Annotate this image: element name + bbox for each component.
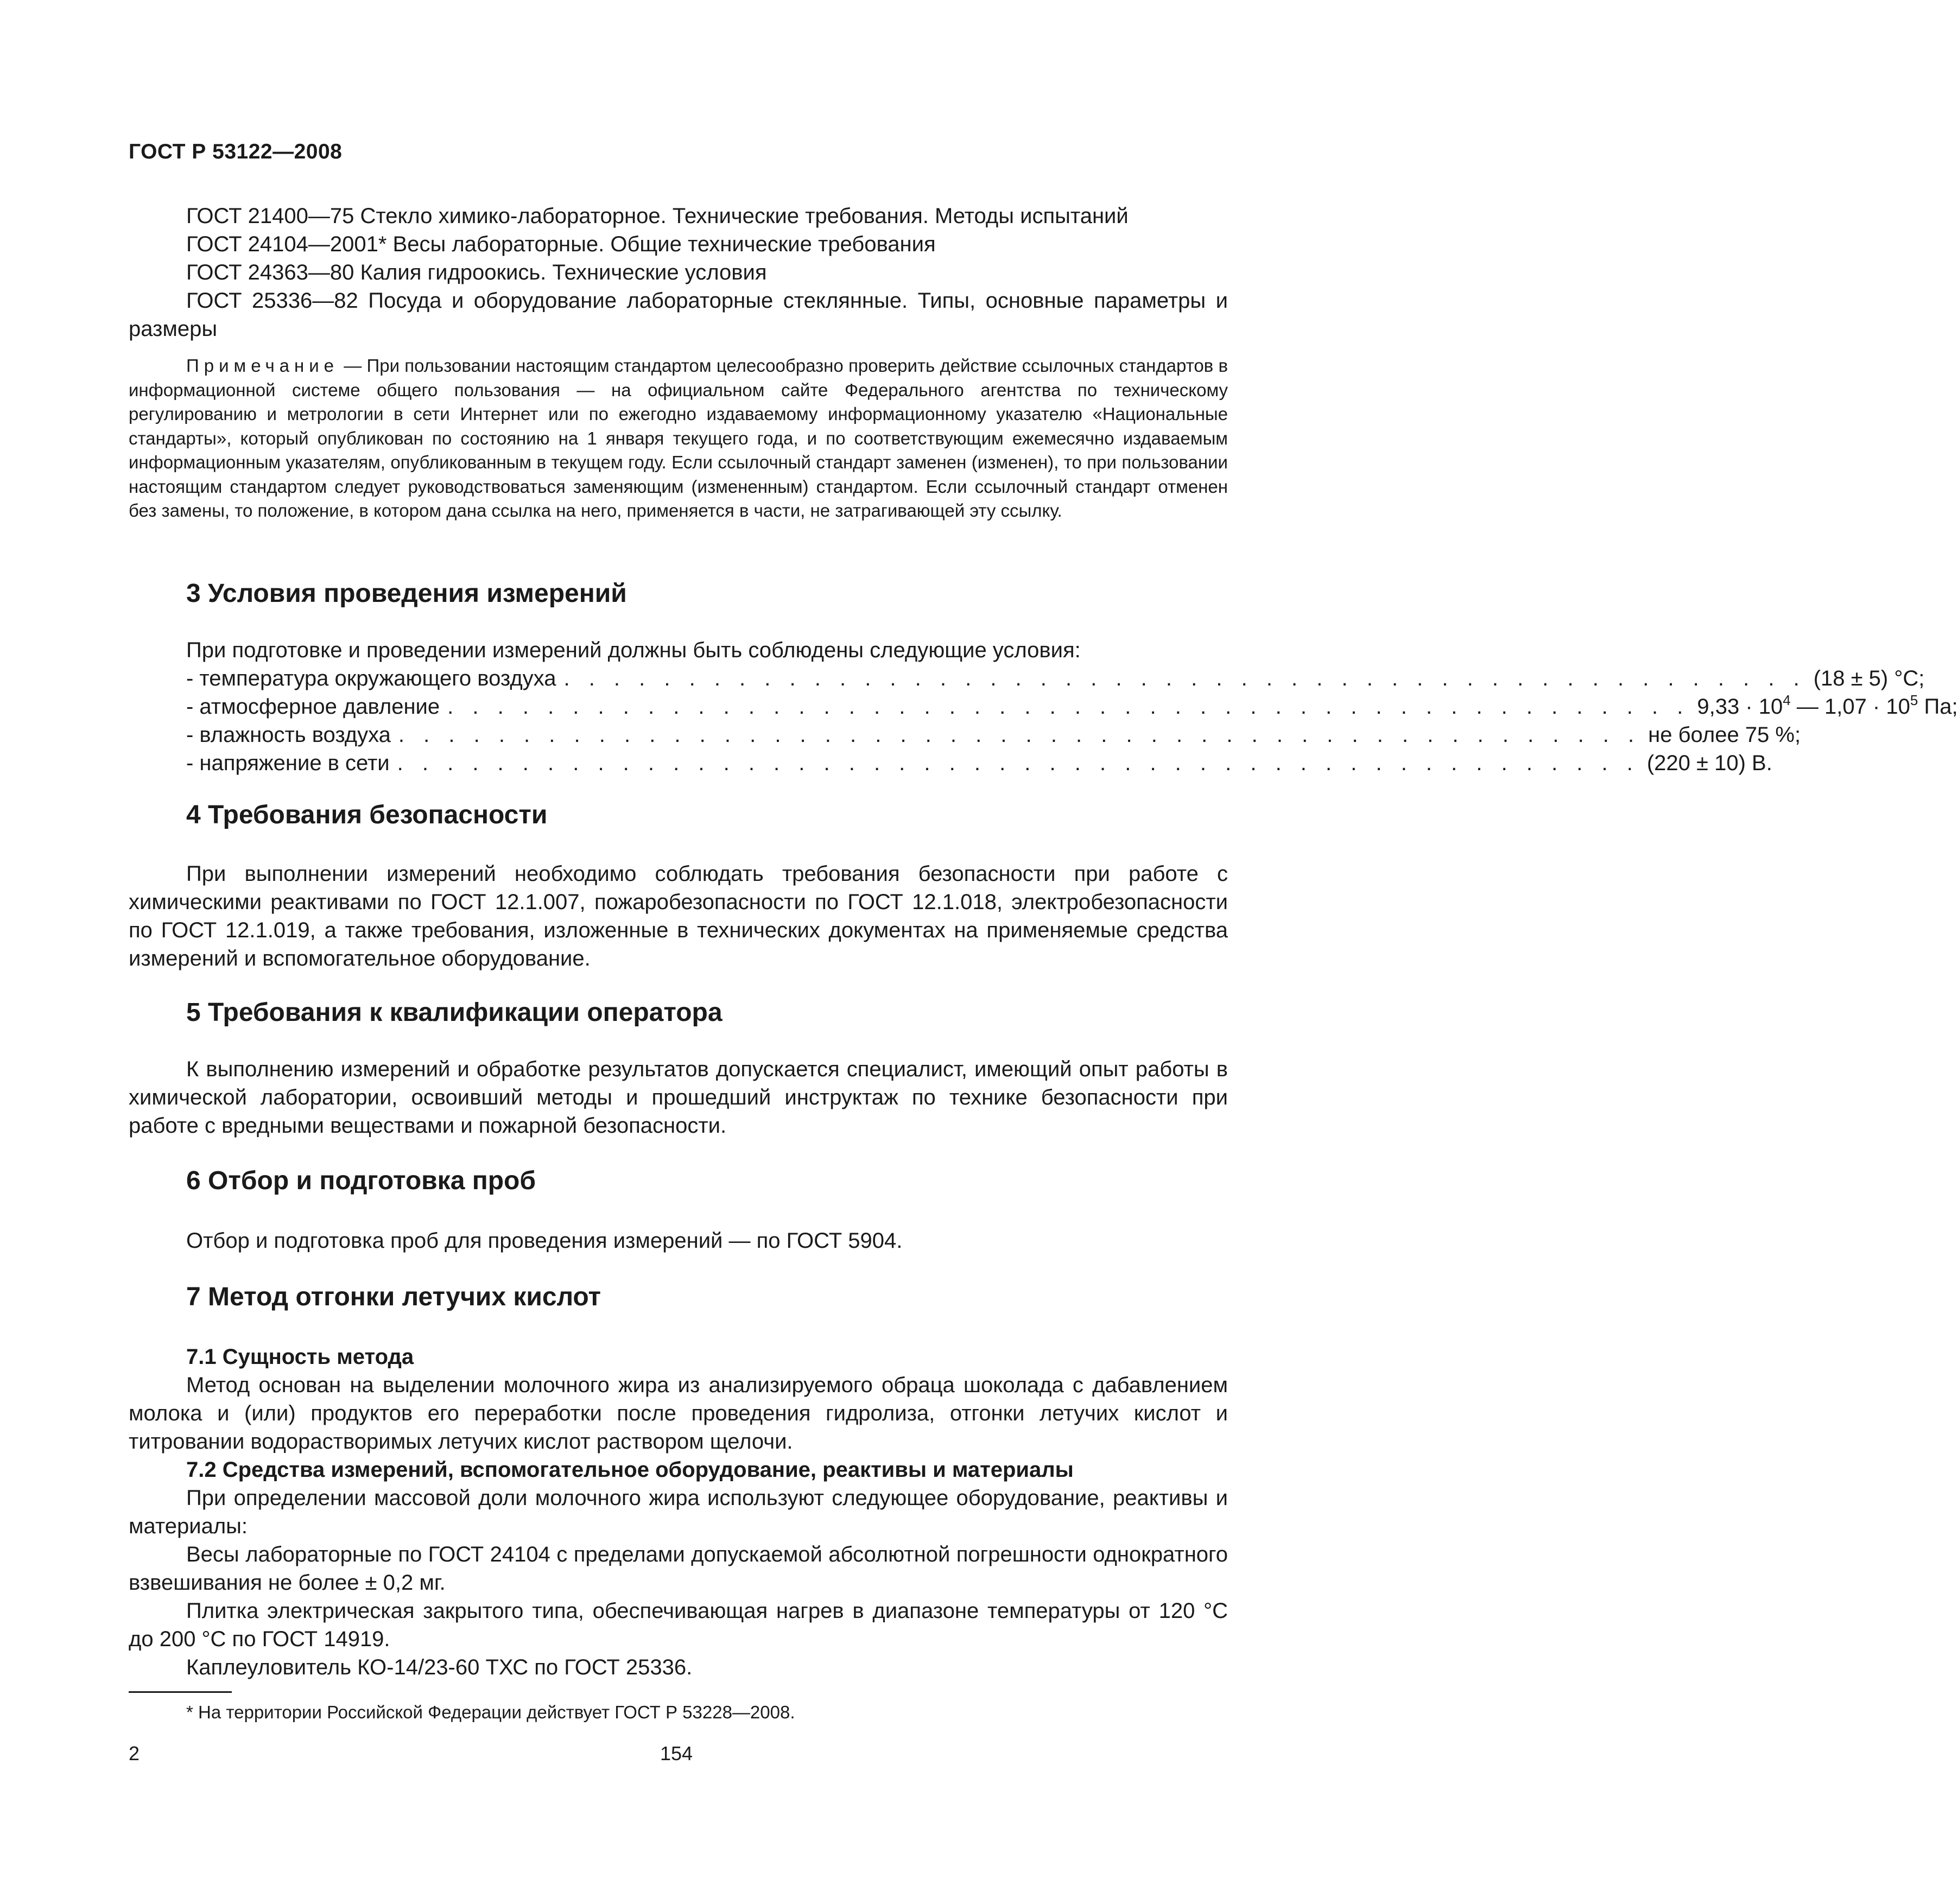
section-6-body xyxy=(129,1227,1228,1255)
section-4-body xyxy=(129,860,1228,973)
section-3-title: 3 Условия проведения измерений xyxy=(186,579,627,608)
leader-dots: . . . . . . . . . . . . . . . . . . . . . . . . . . . . . . . . . . . . . . . . . . . . . . . . . . xyxy=(397,751,1639,775)
page-number: 2 xyxy=(129,1742,140,1765)
leader-dots: . . . . . . . . . . . . . . . . . . . . . . . . . . . . . . . . . . . . . . . . . . . . . . . . . . xyxy=(563,667,1806,690)
condition-row xyxy=(129,721,1801,749)
condition-value: (220 ± 10) В. xyxy=(1646,751,1772,775)
section-6 xyxy=(129,1166,1228,1196)
condition-name: - температура окружающего воздуха xyxy=(186,667,556,690)
subsection-7-1-text: Метод основан на выделении молочного жира из анализируемого обраца шоколада с дабавлением молока и (или) продуктов его переработки после проведения гидролиза, отгонки летучих кислот и титровании водорастворимых летучих кислот раствором щелочи. xyxy=(129,1373,1228,1454)
condition-value: $9,33 \cdot 10^4$ — $1,07 \cdot 10^5$ Па; xyxy=(1697,692,1958,719)
section-3 xyxy=(129,579,1228,608)
leader-dots: . . . . . . . . . . . . . . . . . . . . . . . . . . . . . . . . . . . . . . . . . . . . . . . . . . xyxy=(447,695,1690,719)
section-5-body xyxy=(129,1055,1228,1140)
page-counter: 154 xyxy=(660,1742,693,1765)
condition-name: - влажность воздуха xyxy=(186,723,391,747)
subsection-7-2-paragraph: Каплеуловитель КО-14/23-60 ТХС по ГОСТ 25336. xyxy=(186,1655,693,1679)
reference-item: ГОСТ 25336—82 Посуда и оборудование лабораторные стеклянные. Типы, основные параметры и размеры xyxy=(129,289,1228,341)
section-3-body xyxy=(129,636,1958,777)
subsection-7-2-paragraph: Весы лабораторные по ГОСТ 24104 с пределами допускаемой абсолютной погрешности однократного взвешивания не более ± 0,2 мг. xyxy=(129,1543,1228,1595)
subsection-7-2-paragraph: Плитка электрическая закрытого типа, обеспечивающая нагрев в диапазоне температуры от 120 °С до 200 °С по ГОСТ 14919. xyxy=(129,1599,1228,1651)
reference-item: ГОСТ 24104—2001* Весы лабораторные. Общие технические требования xyxy=(186,232,936,256)
footnote: * На территории Российской Федерации действует ГОСТ Р 53228—2008. xyxy=(186,1702,795,1722)
section-3-intro: При подготовке и проведении измерений должны быть соблюдены следующие условия: xyxy=(186,638,1081,662)
note-label: Примечание xyxy=(186,356,339,376)
note-paragraph xyxy=(129,354,1228,523)
subsection-7-1-title: 7.1 Сущность метода xyxy=(186,1345,414,1369)
subsection-7-2-title: 7.2 Средства измерений, вспомогательное оборудование, реактивы и материалы xyxy=(186,1458,1074,1482)
condition-name: - напряжение в сети xyxy=(186,751,390,775)
condition-name: - атмосферное давление xyxy=(186,695,440,719)
section-7-body xyxy=(129,1343,1228,1681)
section-5-text: К выполнению измерений и обработке результатов допускается специалист, имеющий опыт работы в химической лаборатории, освоивший методы и прошедший инструктаж по технике безопасности при работе с вредными веществами и пожарной безопасности. xyxy=(129,1057,1228,1138)
condition-row xyxy=(129,749,1772,777)
document-header: ГОСТ Р 53122—2008 xyxy=(129,140,343,163)
condition-value: не более 75 %; xyxy=(1648,723,1801,747)
section-5-title: 5 Требования к квалификации оператора xyxy=(186,998,723,1027)
reference-item: ГОСТ 24363—80 Калия гидроокись. Технические условия xyxy=(186,261,767,284)
footnote-rule xyxy=(129,1691,232,1693)
note-block xyxy=(129,354,1228,523)
section-6-text: Отбор и подготовка проб для проведения измерений — по ГОСТ 5904. xyxy=(186,1229,903,1253)
section-5 xyxy=(129,998,1228,1027)
section-4-title: 4 Требования безопасности xyxy=(186,801,548,829)
leader-dots: . . . . . . . . . . . . . . . . . . . . . . . . . . . . . . . . . . . . . . . . . . . . . . . . . . xyxy=(398,723,1641,747)
condition-value: (18 ± 5) °С; xyxy=(1813,667,1925,690)
condition-row xyxy=(129,692,1958,721)
note-text: — При пользовании настоящим стандартом целесообразно проверить действие ссылочных стандартов в информационной системе общего пользования — на официальном сайте Федерального агентства по техническому регулированию и метрологии в сети Интернет или по ежегодно издаваемому информационному указателю «Национальные стандарты», который опубликован по состоянию на 1 января текущего года, и по соответствующим ежемесячно издаваемым информационным указателям, опубликованным в текущем году. Если ссылочный стандарт заменен (изменен), то при пользовании настоящим стандартом следует руководствоваться заменяющим (измененным) стандартом. Если ссылочный стандарт отменен без замены, то положение, в котором дана ссылка на него, применяется в части, не затрагивающей эту ссылку. xyxy=(129,356,1228,521)
condition-row xyxy=(129,664,1925,693)
references-list xyxy=(129,202,1228,343)
section-7-title: 7 Метод отгонки летучих кислот xyxy=(186,1283,601,1311)
section-6-title: 6 Отбор и подготовка проб xyxy=(186,1166,536,1195)
section-4-text: При выполнении измерений необходимо соблюдать требования безопасности при работе с химическими реактивами по ГОСТ 12.1.007, пожаробезопасности по ГОСТ 12.1.018, электробезопасности по ГОСТ 12.1.019, а также требования, изложенные в технических документах на применяемые средства измерений и вспомогательное оборудование. xyxy=(129,862,1228,970)
section-7 xyxy=(129,1282,1228,1312)
reference-item: ГОСТ 21400—75 Стекло химико-лабораторное. Технические требования. Методы испытаний xyxy=(186,204,1129,228)
subsection-7-2-paragraph: При определении массовой доли молочного жира используют следующее оборудование, реактивы и материалы: xyxy=(129,1486,1228,1538)
section-4 xyxy=(129,800,1228,830)
